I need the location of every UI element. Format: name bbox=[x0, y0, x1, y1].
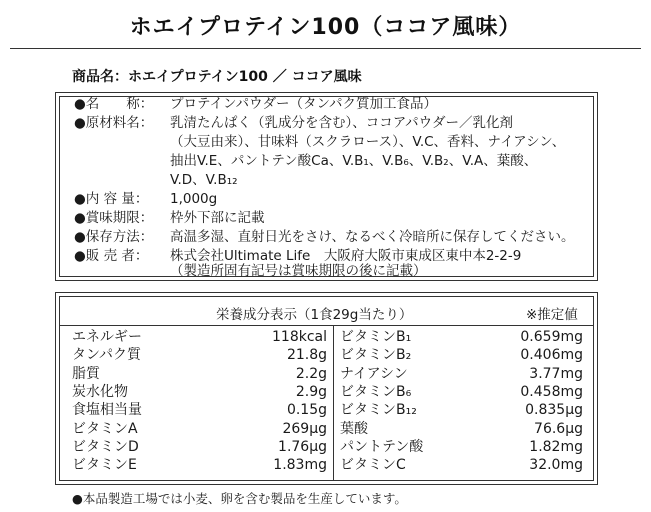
nutrition-left-nutrient-name: ビタミンD bbox=[72, 439, 139, 455]
info-label-content: ●内 容 量： bbox=[74, 191, 149, 207]
info-value-ingredients-4: V.D、V.B₁₂ bbox=[170, 172, 238, 188]
nutrition-left-nutrient-name: ビタミンA bbox=[72, 421, 138, 437]
nutrition-left-nutrient-value: 269μg bbox=[282, 421, 327, 437]
info-value-seller: 株式会社Ultimate Life 大阪府大阪市東成区東中本2-2-9 bbox=[170, 248, 522, 264]
nutrition-left-nutrient-value: 1.83mg bbox=[273, 457, 327, 473]
nutrition-left-nutrient-name: 食塩相当量 bbox=[72, 402, 142, 418]
nutrition-right-nutrient-name: パントテン酸 bbox=[340, 439, 424, 455]
nutrition-right-nutrient-value: 0.659mg bbox=[520, 329, 583, 345]
nutrition-column-divider bbox=[333, 325, 334, 480]
info-value-ingredients-1: 乳清たんぱく（乳成分を含む）、ココアパウダー／乳化剤 bbox=[170, 115, 514, 131]
nutrition-right-nutrient-value: 0.406mg bbox=[520, 347, 583, 363]
nutrition-left-nutrient-name: ビタミンE bbox=[72, 457, 137, 473]
info-label-name: ●名 称： bbox=[74, 96, 154, 112]
product-name-line: 商品名：ホエイプロテイン100 ／ ココア風味 bbox=[72, 69, 362, 85]
nutrition-right-nutrient-value: 76.6μg bbox=[534, 421, 583, 437]
info-value-name: プロテインパウダー（タンパク質加工食品） bbox=[170, 96, 438, 112]
info-value-ingredients-3: 抽出V.E、パントテン酸Ca、V.B₁、V.B₆、V.B₂、V.A、葉酸、 bbox=[170, 153, 538, 169]
nutrition-right-nutrient-name: ビタミンC bbox=[340, 457, 406, 473]
nutrition-left-nutrient-value: 2.9g bbox=[295, 384, 327, 400]
page-title: ホエイプロテイン100（ココア風味） bbox=[129, 15, 522, 40]
nutrition-right-nutrient-name: ビタミンB₂ bbox=[340, 347, 412, 363]
allergen-footnote: ●本品製造工場では小麦、卵を含む製品を生産しています。 bbox=[72, 491, 407, 506]
info-label-seller: ●販 売 者： bbox=[74, 248, 149, 264]
nutrition-left-nutrient-name: エネルギー bbox=[72, 329, 142, 345]
info-value-storage: 高温多湿、直射日光をさけ、なるべく冷暗所に保存してください。 bbox=[170, 229, 575, 245]
nutrition-left-nutrient-name: 炭水化物 bbox=[72, 384, 128, 400]
nutrition-left-nutrient-name: 脂質 bbox=[72, 366, 100, 382]
nutrition-left-nutrient-value: 1.76μg bbox=[278, 439, 327, 455]
nutrition-right-nutrient-value: 0.835μg bbox=[525, 402, 583, 418]
nutrition-right-nutrient-name: 葉酸 bbox=[340, 421, 368, 437]
nutrition-left-nutrient-value: 21.8g bbox=[286, 347, 327, 363]
nutrition-header: 栄養成分表示（1食29g当たり） bbox=[216, 307, 413, 323]
info-value-content: 1,000g bbox=[170, 191, 218, 207]
info-value-ingredients-2: （大豆由来）、甘味料（スクラロース）、V.C、香料、ナイアシン、 bbox=[170, 134, 566, 150]
nutrition-estimate-note: ※推定値 bbox=[526, 307, 578, 323]
nutrition-right-nutrient-value: 3.77mg bbox=[529, 366, 583, 382]
nutrition-left-nutrient-value: 2.2g bbox=[295, 366, 327, 382]
nutrition-right-nutrient-name: ビタミンB₆ bbox=[340, 384, 412, 400]
nutrition-left-nutrient-value: 0.15g bbox=[286, 402, 327, 418]
info-label-ingredients: ●原材料名： bbox=[74, 115, 154, 131]
nutrition-header-rule bbox=[60, 325, 593, 326]
info-value-seller-note: （製造所固有記号は賞味期限の後に記載） bbox=[170, 263, 427, 279]
title-divider bbox=[10, 48, 641, 49]
nutrition-right-nutrient-name: ビタミンB₁ bbox=[340, 329, 412, 345]
info-value-expiry: 枠外下部に記載 bbox=[170, 210, 265, 226]
nutrition-left-nutrient-name: タンパク質 bbox=[72, 347, 142, 363]
nutrition-left-nutrient-value: 118kcal bbox=[272, 329, 327, 345]
nutrition-right-nutrient-name: ナイアシン bbox=[340, 366, 408, 382]
nutrition-right-nutrient-value: 32.0mg bbox=[529, 457, 583, 473]
nutrition-right-nutrient-value: 1.82mg bbox=[529, 439, 583, 455]
nutrition-right-nutrient-value: 0.458mg bbox=[520, 384, 583, 400]
nutrition-right-nutrient-name: ビタミンB₁₂ bbox=[340, 402, 417, 418]
info-label-expiry: ●賞味期限： bbox=[74, 210, 154, 226]
info-label-storage: ●保存方法： bbox=[74, 229, 154, 245]
